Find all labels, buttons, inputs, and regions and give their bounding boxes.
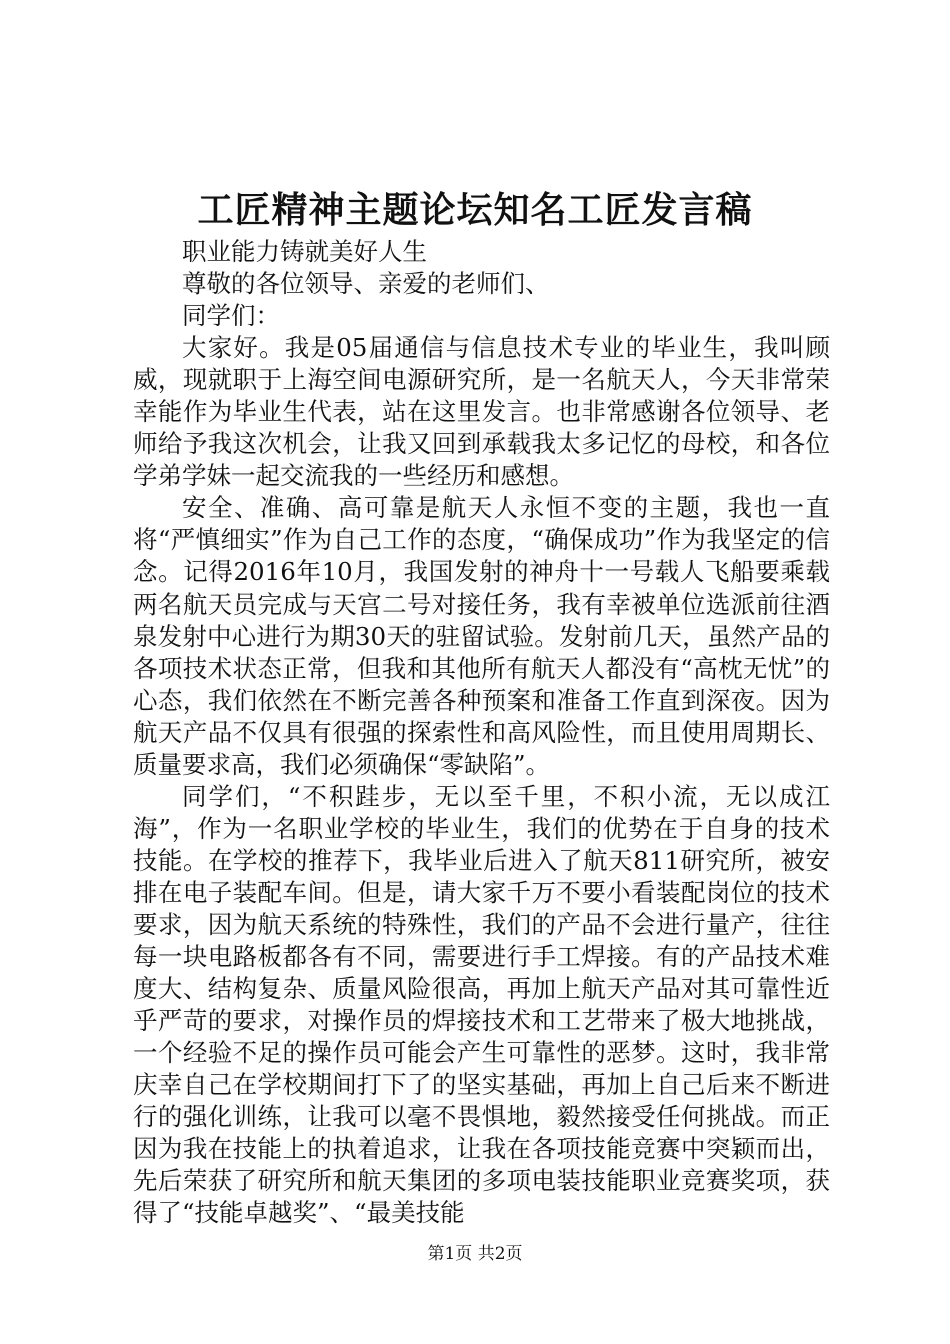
salutation-line: 同学们：	[182, 301, 280, 331]
document-title: 工匠精神主题论坛知名工匠发言稿	[197, 189, 753, 231]
document-body	[133, 236, 830, 1229]
page-footer: 第1页 共2页	[427, 1244, 523, 1264]
body-paragraph: 安全、准确、高可靠是航天人永恒不变的主题，我也一直将“严慎细实”作为自己工作的态度，“确保成功”作为我坚定的信念。记得2016年10月，我国发射的神舟十一号载人飞船要乘载两名航天员完成与天宫二号对接任务，我有幸被单位选派前往酒泉发射中心进行为期30天的驻留试验。发射前几天，虽然产品的各项技术状态正常，但我和其他所有航天人都没有“高枕无忧”的心态，我们依然在不断完善各种预案和准备工作直到深夜。因为航天产品不仅具有很强的探索性和高风险性，而且使用周期长、质量要求高，我们必须确保“零缺陷”。	[133, 493, 830, 779]
body-paragraph: 大家好。我是05届通信与信息技术专业的毕业生，我叫顾威，现就职于上海空间电源研究所，是一名航天人，今天非常荣幸能作为毕业生代表，站在这里发言。也非常感谢各位领导、老师给予我这次机会，让我又回到承载我太多记忆的母校，和各位学弟学妹一起交流我的一些经历和感想。	[133, 333, 830, 491]
subtitle-line: 职业能力铸就美好人生	[182, 237, 427, 266]
salutation-line: 尊敬的各位领导、亲爱的老师们、	[182, 269, 550, 299]
body-paragraph: 同学们，“不积跬步，无以至千里，不积小流，无以成江海”，作为一名职业学校的毕业生，我们的优势在于自身的技术技能。在学校的推荐下，我毕业后进入了航天811研究所，被安排在电子装配车间。但是，请大家千万不要小看装配岗位的技术要求，因为航天系统的特殊性，我们的产品不会进行量产，往往每一块电路板都各有不同，需要进行手工焊接。有的产品技术难度大、结构复杂、质量风险很高，再加上航天产品对其可靠性近乎严苛的要求，对操作员的焊接技术和工艺带来了极大地挑战，一个经验不足的操作员可能会产生可靠性的恶梦。这时，我非常庆幸自己在学校期间打下了的坚实基础，再加上自己后来不断进行的强化训练，让我可以毫不畏惧地，毅然接受任何挑战。而正因为我在技能上的执着追求，让我在各项技能竞赛中突颖而出，先后荣获了研究所和航天集团的多项电装技能职业竞赛奖项，获得了“技能卓越奖”、“最美技能	[133, 781, 830, 1228]
